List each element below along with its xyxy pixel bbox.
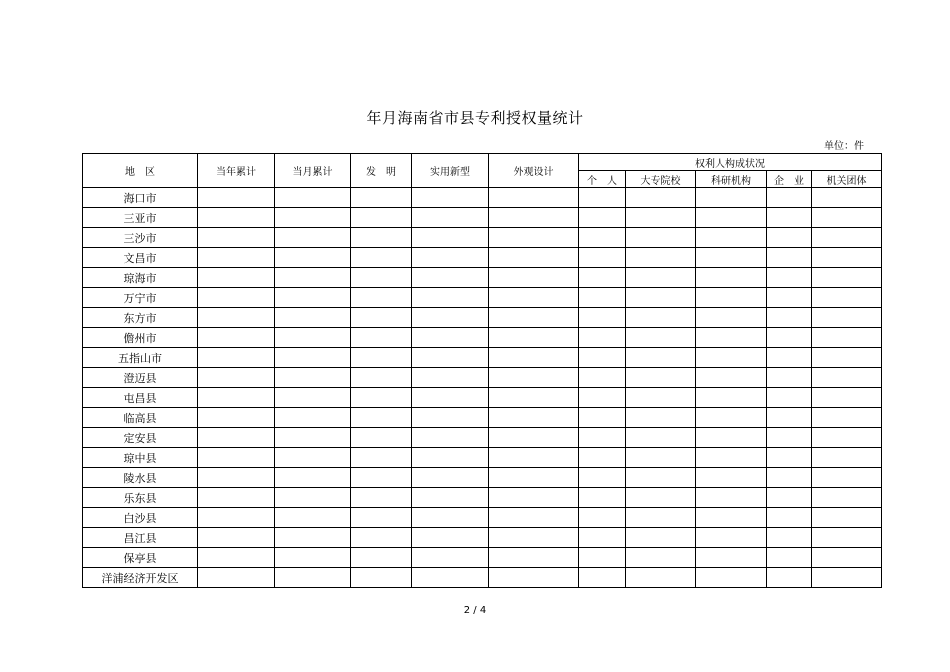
value-cell: [489, 308, 579, 328]
value-cell: [489, 268, 579, 288]
value-cell: [626, 508, 696, 528]
value-cell: [812, 528, 882, 548]
value-cell: [626, 208, 696, 228]
value-cell: [626, 568, 696, 588]
value-cell: [489, 468, 579, 488]
value-cell: [696, 528, 767, 548]
value-cell: [275, 548, 351, 568]
value-cell: [626, 368, 696, 388]
value-cell: [626, 388, 696, 408]
value-cell: [489, 448, 579, 468]
region-cell: 儋州市: [83, 328, 198, 348]
value-cell: [696, 208, 767, 228]
value-cell: [579, 428, 626, 448]
value-cell: [489, 528, 579, 548]
region-cell: 陵水县: [83, 468, 198, 488]
value-cell: [767, 368, 812, 388]
value-cell: [351, 448, 412, 468]
value-cell: [579, 348, 626, 368]
value-cell: [626, 488, 696, 508]
value-cell: [351, 408, 412, 428]
value-cell: [696, 408, 767, 428]
value-cell: [767, 248, 812, 268]
value-cell: [696, 188, 767, 208]
value-cell: [696, 388, 767, 408]
value-cell: [198, 488, 275, 508]
value-cell: [412, 288, 489, 308]
value-cell: [696, 488, 767, 508]
header-region: 地 区: [83, 154, 198, 188]
value-cell: [626, 528, 696, 548]
table-row: [83, 208, 882, 228]
value-cell: [767, 288, 812, 308]
table-row: [83, 428, 882, 448]
value-cell: [198, 288, 275, 308]
value-cell: [412, 328, 489, 348]
value-cell: [579, 408, 626, 428]
value-cell: [767, 508, 812, 528]
value-cell: [412, 448, 489, 468]
value-cell: [696, 308, 767, 328]
value-cell: [198, 528, 275, 548]
value-cell: [579, 188, 626, 208]
value-cell: [275, 348, 351, 368]
table-row: [83, 388, 882, 408]
value-cell: [275, 228, 351, 248]
region-cell: 临高县: [83, 408, 198, 428]
value-cell: [412, 308, 489, 328]
value-cell: [767, 488, 812, 508]
value-cell: [812, 348, 882, 368]
table-row: [83, 268, 882, 288]
value-cell: [412, 548, 489, 568]
region-cell: 东方市: [83, 308, 198, 328]
value-cell: [489, 568, 579, 588]
value-cell: [275, 508, 351, 528]
value-cell: [275, 328, 351, 348]
header-year-total: 当年累计: [198, 154, 275, 188]
value-cell: [767, 328, 812, 348]
value-cell: [275, 288, 351, 308]
value-cell: [275, 208, 351, 228]
value-cell: [412, 428, 489, 448]
value-cell: [198, 428, 275, 448]
table-row: [83, 528, 882, 548]
region-cell: 乐东县: [83, 488, 198, 508]
value-cell: [696, 328, 767, 348]
value-cell: [275, 188, 351, 208]
value-cell: [626, 188, 696, 208]
patent-statistics-table: [82, 153, 882, 588]
value-cell: [767, 468, 812, 488]
region-cell: 屯昌县: [83, 388, 198, 408]
region-cell: 昌江县: [83, 528, 198, 548]
value-cell: [812, 248, 882, 268]
region-cell: 白沙县: [83, 508, 198, 528]
value-cell: [579, 468, 626, 488]
value-cell: [626, 248, 696, 268]
value-cell: [275, 448, 351, 468]
value-cell: [812, 368, 882, 388]
value-cell: [579, 388, 626, 408]
value-cell: [767, 308, 812, 328]
value-cell: [812, 288, 882, 308]
value-cell: [626, 288, 696, 308]
value-cell: [412, 488, 489, 508]
page-number: 2 / 4: [463, 605, 487, 616]
table-row: [83, 468, 882, 488]
value-cell: [198, 468, 275, 488]
value-cell: [579, 568, 626, 588]
table-row: [83, 508, 882, 528]
value-cell: [812, 508, 882, 528]
region-cell: 五指山市: [83, 348, 198, 368]
value-cell: [696, 568, 767, 588]
table-row: [83, 488, 882, 508]
region-cell: 琼中县: [83, 448, 198, 468]
value-cell: [351, 208, 412, 228]
region-cell: 琼海市: [83, 268, 198, 288]
table-row: [83, 548, 882, 568]
region-cell: 文昌市: [83, 248, 198, 268]
value-cell: [626, 348, 696, 368]
value-cell: [412, 468, 489, 488]
value-cell: [812, 208, 882, 228]
value-cell: [198, 268, 275, 288]
value-cell: [579, 288, 626, 308]
table-row: [83, 228, 882, 248]
value-cell: [489, 288, 579, 308]
value-cell: [626, 408, 696, 428]
value-cell: [767, 208, 812, 228]
value-cell: [351, 428, 412, 448]
value-cell: [351, 308, 412, 328]
value-cell: [275, 368, 351, 388]
value-cell: [351, 508, 412, 528]
value-cell: [198, 408, 275, 428]
header-invention: 发 明: [351, 154, 412, 188]
value-cell: [198, 328, 275, 348]
value-cell: [275, 568, 351, 588]
value-cell: [812, 188, 882, 208]
table-row: [83, 408, 882, 428]
value-cell: [767, 228, 812, 248]
header-college: 大专院校: [626, 171, 696, 188]
value-cell: [412, 228, 489, 248]
value-cell: [812, 548, 882, 568]
value-cell: [275, 408, 351, 428]
value-cell: [412, 528, 489, 548]
region-cell: 澄迈县: [83, 368, 198, 388]
value-cell: [767, 388, 812, 408]
value-cell: [489, 208, 579, 228]
value-cell: [351, 328, 412, 348]
value-cell: [412, 188, 489, 208]
value-cell: [767, 428, 812, 448]
value-cell: [579, 488, 626, 508]
value-cell: [489, 508, 579, 528]
value-cell: [696, 248, 767, 268]
value-cell: [198, 548, 275, 568]
table-row: [83, 348, 882, 368]
region-cell: 定安县: [83, 428, 198, 448]
value-cell: [198, 348, 275, 368]
value-cell: [767, 528, 812, 548]
value-cell: [275, 268, 351, 288]
value-cell: [412, 248, 489, 268]
value-cell: [275, 488, 351, 508]
value-cell: [767, 448, 812, 468]
value-cell: [198, 448, 275, 468]
value-cell: [579, 268, 626, 288]
value-cell: [275, 468, 351, 488]
value-cell: [579, 528, 626, 548]
value-cell: [696, 448, 767, 468]
value-cell: [198, 248, 275, 268]
value-cell: [198, 368, 275, 388]
value-cell: [412, 208, 489, 228]
value-cell: [351, 568, 412, 588]
value-cell: [696, 348, 767, 368]
value-cell: [198, 508, 275, 528]
value-cell: [489, 188, 579, 208]
value-cell: [198, 568, 275, 588]
value-cell: [198, 188, 275, 208]
value-cell: [767, 268, 812, 288]
value-cell: [489, 548, 579, 568]
value-cell: [351, 548, 412, 568]
value-cell: [275, 308, 351, 328]
value-cell: [351, 528, 412, 548]
header-ownership-group: 权利人构成状况: [579, 154, 882, 171]
table-row: [83, 448, 882, 468]
region-cell: 保亭县: [83, 548, 198, 568]
value-cell: [275, 528, 351, 548]
value-cell: [626, 448, 696, 468]
table-row: [83, 568, 882, 588]
value-cell: [626, 548, 696, 568]
table-body: [83, 188, 882, 588]
value-cell: [812, 228, 882, 248]
value-cell: [489, 348, 579, 368]
value-cell: [812, 388, 882, 408]
value-cell: [489, 408, 579, 428]
value-cell: [812, 448, 882, 468]
header-month-total: 当月累计: [275, 154, 351, 188]
region-cell: 洋浦经济开发区: [83, 568, 198, 588]
header-enterprise: 企 业: [767, 171, 812, 188]
header-government-org: 机关团体: [812, 171, 882, 188]
value-cell: [489, 388, 579, 408]
value-cell: [696, 288, 767, 308]
value-cell: [351, 248, 412, 268]
unit-label: 单位：件: [824, 141, 864, 152]
value-cell: [489, 328, 579, 348]
value-cell: [198, 208, 275, 228]
value-cell: [579, 248, 626, 268]
value-cell: [696, 268, 767, 288]
value-cell: [412, 348, 489, 368]
value-cell: [351, 268, 412, 288]
value-cell: [767, 568, 812, 588]
value-cell: [412, 408, 489, 428]
value-cell: [579, 328, 626, 348]
value-cell: [696, 228, 767, 248]
value-cell: [696, 468, 767, 488]
value-cell: [767, 548, 812, 568]
value-cell: [812, 268, 882, 288]
value-cell: [767, 408, 812, 428]
value-cell: [696, 508, 767, 528]
value-cell: [626, 268, 696, 288]
table-row: [83, 188, 882, 208]
value-cell: [275, 248, 351, 268]
value-cell: [626, 468, 696, 488]
table-row: [83, 308, 882, 328]
value-cell: [412, 368, 489, 388]
value-cell: [579, 308, 626, 328]
value-cell: [579, 448, 626, 468]
value-cell: [351, 388, 412, 408]
value-cell: [489, 488, 579, 508]
value-cell: [489, 228, 579, 248]
value-cell: [579, 548, 626, 568]
value-cell: [696, 548, 767, 568]
value-cell: [198, 308, 275, 328]
value-cell: [696, 428, 767, 448]
value-cell: [626, 328, 696, 348]
value-cell: [579, 208, 626, 228]
value-cell: [626, 308, 696, 328]
value-cell: [579, 368, 626, 388]
value-cell: [812, 568, 882, 588]
table-row: [83, 288, 882, 308]
table-row: [83, 368, 882, 388]
value-cell: [412, 568, 489, 588]
value-cell: [412, 268, 489, 288]
document-title: 年月海南省市县专利授权量统计: [366, 109, 584, 127]
value-cell: [812, 308, 882, 328]
region-cell: 三沙市: [83, 228, 198, 248]
value-cell: [626, 428, 696, 448]
value-cell: [412, 508, 489, 528]
value-cell: [412, 388, 489, 408]
value-cell: [198, 388, 275, 408]
table-row: [83, 248, 882, 268]
value-cell: [351, 368, 412, 388]
region-cell: 万宁市: [83, 288, 198, 308]
table-row: [83, 328, 882, 348]
value-cell: [351, 228, 412, 248]
value-cell: [275, 428, 351, 448]
value-cell: [489, 428, 579, 448]
value-cell: [767, 188, 812, 208]
value-cell: [626, 228, 696, 248]
header-utility-model: 实用新型: [412, 154, 489, 188]
value-cell: [812, 468, 882, 488]
value-cell: [351, 468, 412, 488]
value-cell: [198, 228, 275, 248]
value-cell: [767, 348, 812, 368]
header-research-institute: 科研机构: [696, 171, 767, 188]
header-individual: 个 人: [579, 171, 626, 188]
value-cell: [275, 388, 351, 408]
value-cell: [812, 428, 882, 448]
value-cell: [489, 368, 579, 388]
value-cell: [812, 328, 882, 348]
value-cell: [351, 288, 412, 308]
value-cell: [812, 488, 882, 508]
header-row-top: [83, 154, 882, 171]
value-cell: [579, 228, 626, 248]
value-cell: [489, 248, 579, 268]
value-cell: [351, 188, 412, 208]
region-cell: 海口市: [83, 188, 198, 208]
header-design: 外观设计: [489, 154, 579, 188]
value-cell: [579, 508, 626, 528]
value-cell: [351, 488, 412, 508]
value-cell: [351, 348, 412, 368]
region-cell: 三亚市: [83, 208, 198, 228]
value-cell: [812, 408, 882, 428]
value-cell: [696, 368, 767, 388]
